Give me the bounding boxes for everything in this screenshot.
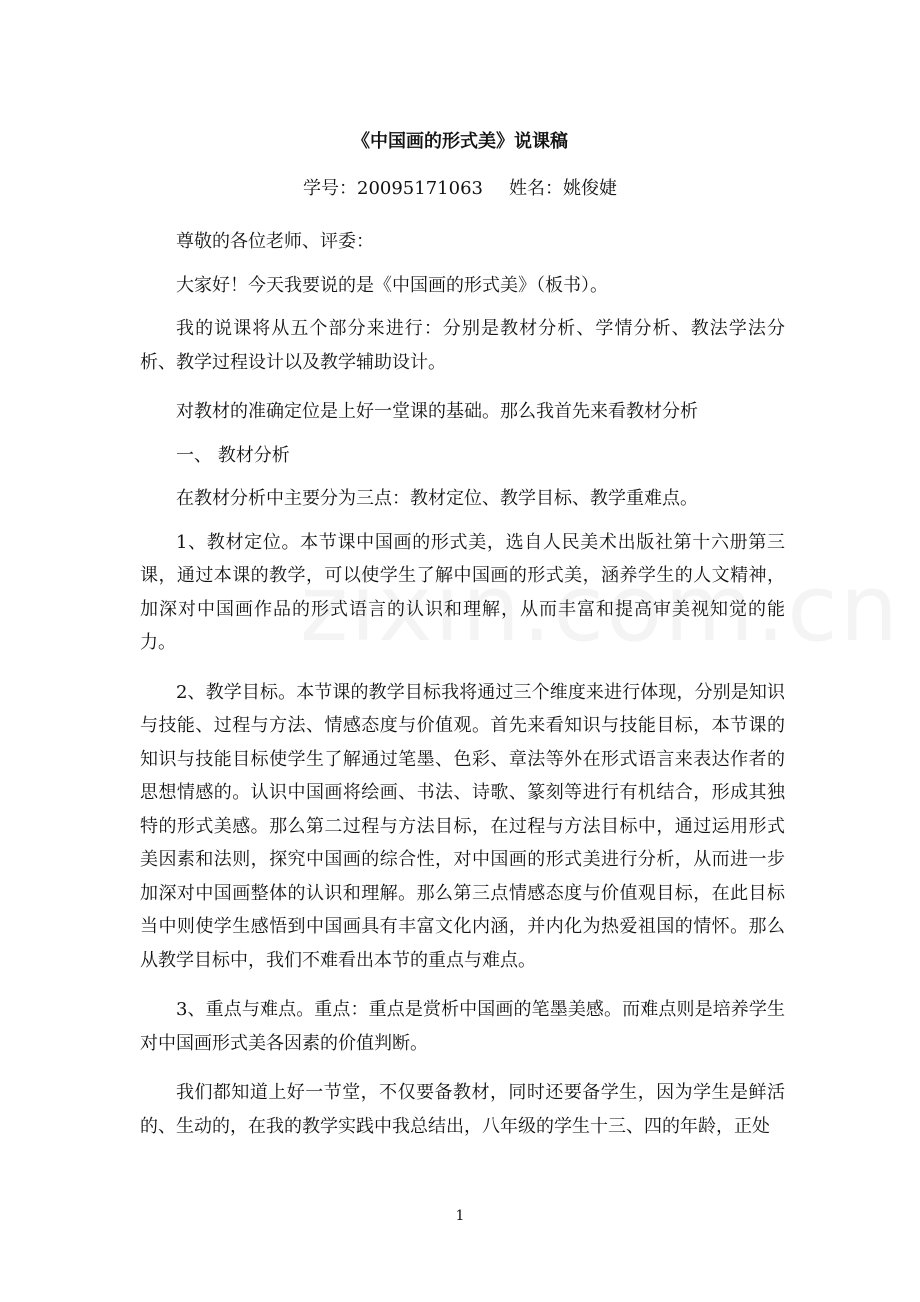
paragraph-key-points: 3、重点与难点。重点：重点是赏析中国画的笔墨美感。而难点则是培养学生对中国画形式美各因素的价值判断。 [140,999,785,1054]
paragraph-analysis-overview: 在教材分析中主要分为三点：教材定位、教学目标、教学重难点。 [176,488,698,509]
student-name: 姓名：姚俊婕 [508,178,617,199]
section-heading: 一、 教材分析 [176,444,290,466]
student-id: 学号：20095171063 [303,178,483,199]
paragraph-transition: 对教材的准确定位是上好一堂课的基础。那么我首先来看教材分析 [176,401,698,422]
document-title: 《中国画的形式美》说课稿 [352,131,568,152]
paragraph-greeting: 尊敬的各位老师、评委： [176,231,374,252]
document-body [140,225,785,1159]
paragraph-teaching-goals: 2、教学目标。本节课的教学目标我将通过三个维度来进行体现，分别是知识与技能、过程与方法、情感态度与价值观。首先来看知识与技能目标，本节课的知识与技能目标使学生了解通过笔墨、色彩、章法等外在形式语言来表达作者的思想情感的。认识中国画将绘画、书法、诗歌、篆刻等进行有机结合，形成其独特的形式美感。那么第二过程与方法目标，在过程与方法目标中，通过运用形式美因素和法则，探究中国画的综合性，对中国画的形式美进行分析，从而进一步加深对中国画整体的认识和理解。那么第三点情感态度与价值观目标，在此目标当中则使学生感悟到中国画具有丰富文化内涵，并内化为热爱祖国的情怀。那么从教学目标中，我们不难看出本节的重点与难点。 [140,681,785,971]
paragraph-material-position: 1、教材定位。本节课中国画的形式美，选自人民美术出版社第十六册第三课，通过本课的教学，可以使学生了解中国画的形式美，涵养学生的人文精神，加深对中国画作品的形式语言的认识和理解，从而丰富和提高审美视知觉的能力。 [140,531,785,653]
author-info [0,176,920,202]
paragraph-intro: 大家好！今天我要说的是《中国画的形式美》（板书）。 [176,274,608,296]
page-number: 1 [455,1208,465,1224]
paragraph-student-analysis: 我们都知道上好一节堂，不仅要备教材，同时还要备学生，因为学生是鲜活的、生动的，在我的教学实践中我总结出，八年级的学生十三、四的年龄，正处 [140,1082,785,1137]
paragraph-outline: 我的说课将从五个部分来进行：分别是教材分析、学情分析、教法学法分析、教学过程设计以及教学辅助设计。 [140,318,785,373]
